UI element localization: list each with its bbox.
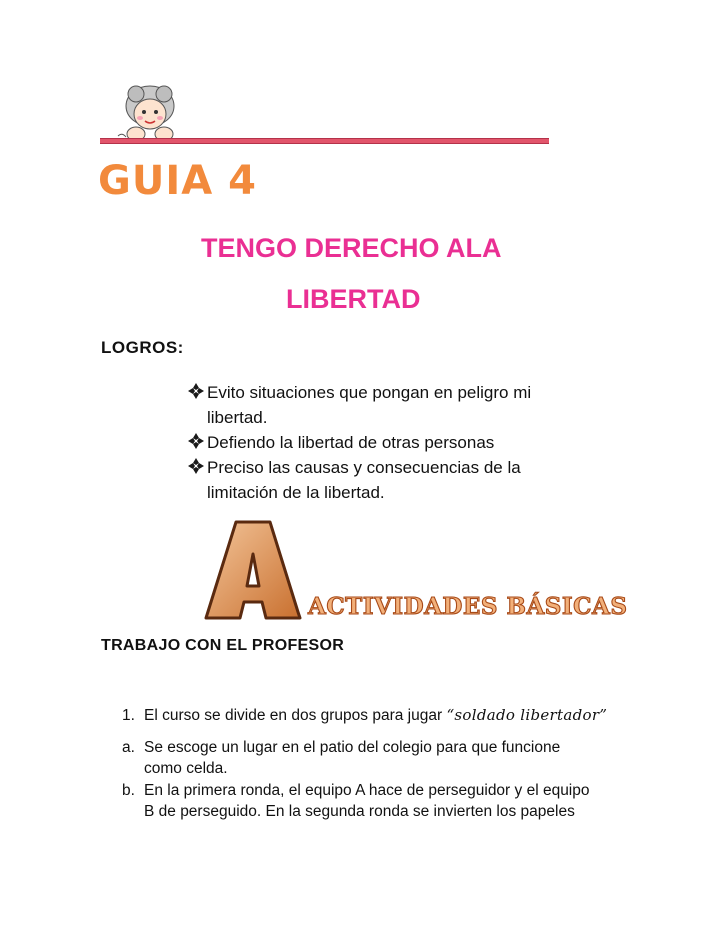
diamond-bullet-icon xyxy=(187,382,205,400)
grandmother-illustration xyxy=(114,84,186,146)
list-item xyxy=(122,737,561,758)
list-item-text: Se escoge un lugar en el patio del colegio para que funcione xyxy=(144,739,561,756)
list-marker: a. xyxy=(122,739,135,756)
list-marker: 1. xyxy=(122,707,135,724)
big-letter-text: A xyxy=(253,618,254,619)
subtitle-line-1: TENGO DERECHO ALA xyxy=(201,233,502,263)
logro-text: Preciso las causas y consecuencias de la xyxy=(207,458,521,477)
page-title: GUIA 4 xyxy=(98,158,257,204)
logro-text-continued: limitación de la libertad. xyxy=(207,483,385,502)
list-item xyxy=(122,780,590,801)
logro-text: Evito situaciones que pongan en peligro mi xyxy=(207,383,532,402)
logro-item xyxy=(207,380,531,405)
game-name: “soldado libertador” xyxy=(446,706,608,724)
subtitle-line-2: LIBERTAD xyxy=(286,284,421,314)
section-heading: TRABAJO CON EL PROFESOR xyxy=(101,637,345,654)
list-item-text-continued: B de perseguido. En la segunda ronda se invierten los papeles xyxy=(144,803,575,820)
list-item-text: En la primera ronda, el equipo A hace de perseguidor y el equipo xyxy=(144,782,590,799)
logro-item xyxy=(207,430,494,455)
actividades-basicas-label: ACTIVIDADES BÁSICAS xyxy=(308,593,628,620)
diamond-bullet-icon xyxy=(187,457,205,475)
list-marker: b. xyxy=(122,782,135,799)
logro-item xyxy=(207,455,521,480)
diamond-bullet-icon xyxy=(187,432,205,450)
logro-text: Defiendo la libertad de otras personas xyxy=(207,433,495,452)
logros-heading: LOGROS: xyxy=(101,338,184,357)
actividades-basicas-banner xyxy=(304,584,628,624)
list-item-text: El curso se divide en dos grupos para jugar xyxy=(144,707,447,724)
big-letter-a-graphic xyxy=(200,520,310,622)
header-rule xyxy=(100,138,549,144)
list-item-text-continued: como celda. xyxy=(144,760,228,777)
logro-text-continued: libertad. xyxy=(207,408,268,427)
list-item xyxy=(122,705,608,726)
